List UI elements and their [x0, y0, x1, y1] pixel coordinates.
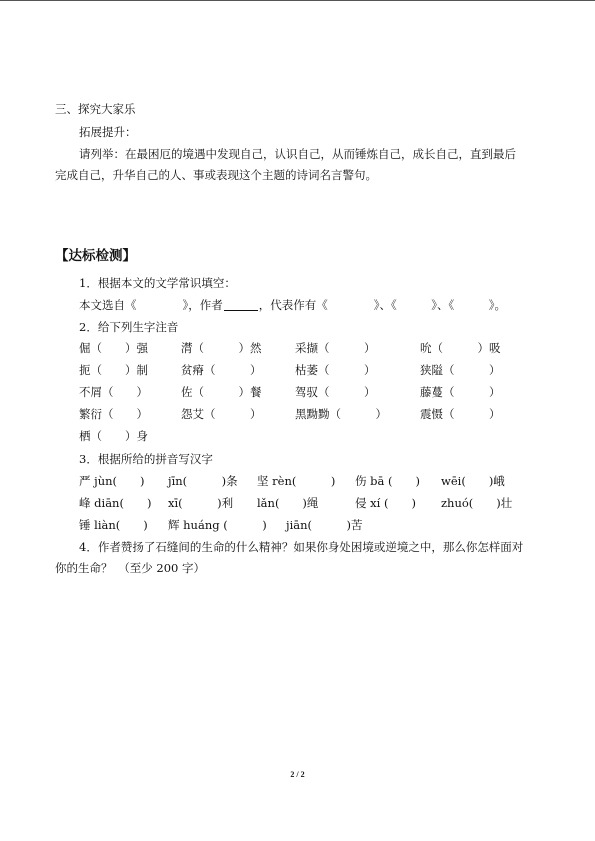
q2-pinyin-item: 贫瘠（ ）	[181, 363, 262, 377]
q2-pinyin-item: 扼（ ）制	[79, 363, 148, 377]
q2-pinyin-item: 潸（ ）然	[181, 341, 262, 355]
q2-pinyin-item: 栖（ ）身	[79, 429, 148, 443]
q3-hanzi-item: 坚 rèn( )	[257, 474, 336, 488]
q3-hanzi-item: 锤 liàn( )	[79, 518, 148, 532]
q2-pinyin-item: 震慑（ ）	[420, 407, 501, 421]
q2-pinyin-item: 佐（ ）餐	[181, 385, 262, 399]
q3-hanzi-item: wēi( )峨	[441, 474, 505, 488]
q3-hanzi-item: 伤 bā ( )	[355, 474, 421, 488]
q2-pinyin-item: 倔（ ）强	[79, 341, 148, 355]
q4-line-1: 4．作者赞扬了石缝间的生命的什么精神？如果你身处困境或逆境之中，那么你怎样面对	[79, 540, 524, 554]
q2-pinyin-item: 驾驭（ ）	[295, 385, 376, 399]
section-3-title: 三、探究大家乐	[55, 102, 136, 116]
q3-prompt: 3．根据所给的拼音写汉字	[79, 452, 213, 466]
q1-prompt: 1．根据本文的文学常识填空：	[79, 276, 236, 290]
q2-pinyin-item: 黑黝黝（ ）	[295, 407, 387, 421]
q2-pinyin-item: 采撷（ ）	[295, 341, 376, 355]
q2-pinyin-item: 怨艾（ ）	[181, 407, 262, 421]
section-3-paragraph-line-1: 请列举：在最困厄的境遇中发现自己，认识自己，从而锤炼自己，成长自己，直到最后	[79, 147, 516, 161]
q2-pinyin-item: 不屑（ ）	[79, 385, 148, 399]
q2-prompt: 2．给下列生字注音	[79, 320, 179, 334]
q1-fill-line	[79, 298, 506, 312]
q3-hanzi-item: xī( )利	[168, 496, 234, 510]
q3-hanzi-item: 侵 xí ( )	[355, 496, 416, 510]
q2-pinyin-item: 狭隘（ ）	[420, 363, 501, 377]
q3-hanzi-item: jīn( )条	[168, 474, 238, 488]
page-number: 2 / 2	[290, 770, 305, 779]
q1-fill-part-a: 本文选自《 》，作者	[79, 298, 223, 312]
q1-fill-part-b: ，代表作有《 》、《 》、《 》。	[258, 298, 506, 312]
assessment-heading: 【达标检测】	[55, 248, 136, 264]
q2-pinyin-item: 枯萎（ ）	[295, 363, 376, 377]
author-blank	[224, 310, 258, 311]
page-top-border	[0, 0, 595, 1]
q3-hanzi-item: 峰 diān( )	[79, 496, 152, 510]
section-3-paragraph-line-2: 完成自己，升华自己的人、事或表现这个主题的诗词名言警句。	[55, 168, 377, 182]
q2-pinyin-item: 繁衍（ ）	[79, 407, 148, 421]
q3-hanzi-item: zhuó( )壮	[441, 496, 513, 510]
q3-hanzi-item: 辉 huáng ( )	[168, 518, 267, 532]
section-3-subtitle: 拓展提升：	[79, 125, 137, 139]
q3-hanzi-item: 严 jùn( )	[79, 474, 145, 488]
q2-pinyin-item: 吮（ ）吸	[420, 341, 501, 355]
q3-hanzi-item: jiān( )苦	[286, 518, 363, 532]
q4-line-2: 你的生命？ （至少 200 字）	[55, 561, 206, 575]
q2-pinyin-item: 藤蔓（ ）	[420, 385, 501, 399]
q3-hanzi-item: lǎn( )绳	[257, 496, 319, 510]
